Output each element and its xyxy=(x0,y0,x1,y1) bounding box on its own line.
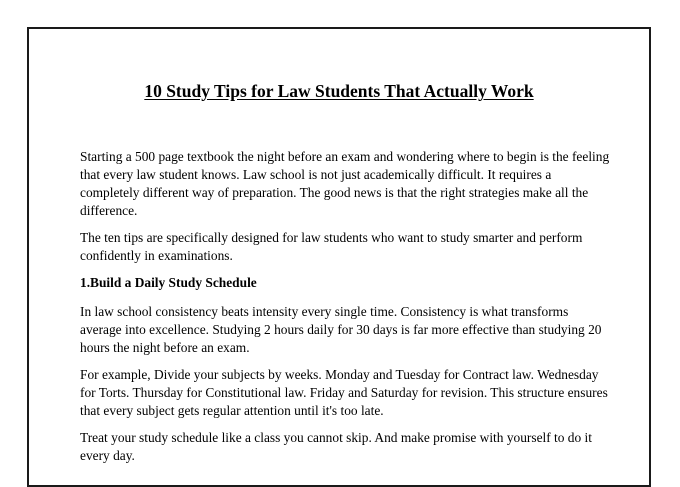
section-heading: 1.Build a Daily Study Schedule xyxy=(80,275,257,290)
document-body xyxy=(80,148,610,474)
intro-paragraph: The ten tips are specifically designed for law students who want to study smarter and perform confidently in examinations. xyxy=(80,230,583,263)
document-page xyxy=(27,27,651,487)
document-title: 10 Study Tips for Law Students That Actually Work xyxy=(144,81,534,101)
section-paragraph: Treat your study schedule like a class you cannot skip. And make promise with yourself to do it every day. xyxy=(80,430,592,463)
intro-paragraph: Starting a 500 page textbook the night before an exam and wondering where to begin is the feeling that every law student knows. Law school is not just academically difficult. It requires a completely different way of preparation. The good news is that the right strategies make all the difference. xyxy=(80,149,610,218)
section-paragraph: In law school consistency beats intensity every single time. Consistency is what transforms average into excellence. Studying 2 hours daily for 30 days is far more effective than studying 20 hours the night before an exam. xyxy=(80,304,602,355)
section-paragraph: For example, Divide your subjects by weeks. Monday and Tuesday for Contract law. Wednesday for Torts. Thursday for Constitutional law. Friday and Saturday for revision. This structure ensures that every subject gets regular attention until it's too late. xyxy=(80,367,608,418)
